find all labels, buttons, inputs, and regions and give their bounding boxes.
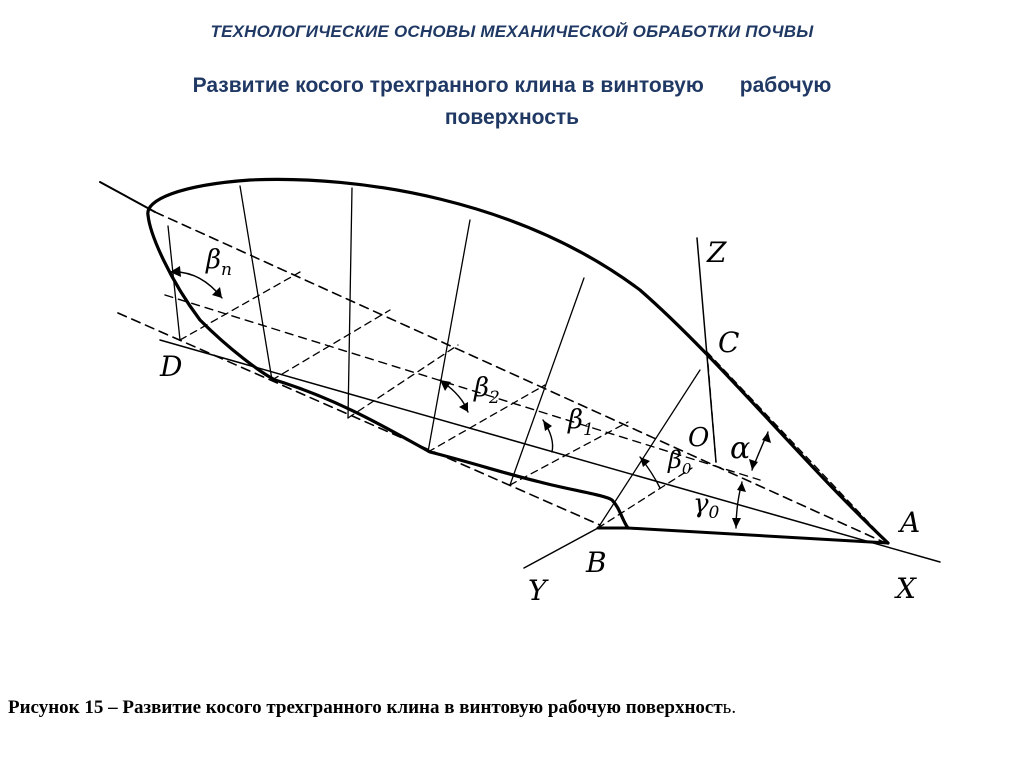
arrowhead xyxy=(640,457,650,467)
subtitle-part-2: рабочую xyxy=(739,74,832,97)
generator-line xyxy=(348,188,352,418)
upper-edge-line xyxy=(100,182,155,212)
label-beta-2 xyxy=(473,373,500,408)
subtitle-part-1: Развитие косого трехгранного клина в винтовую xyxy=(192,74,704,97)
label-x: X xyxy=(896,572,916,605)
label-o: O xyxy=(688,423,710,453)
generator-line xyxy=(240,186,272,380)
arrowhead xyxy=(732,518,741,528)
label-b: B xyxy=(586,546,607,579)
cross-dashed xyxy=(180,272,300,340)
upper-dashed-edge xyxy=(155,212,890,545)
arrowhead xyxy=(543,420,552,431)
label-beta-1 xyxy=(567,405,594,440)
label-c: C xyxy=(718,326,740,359)
label-y: Y xyxy=(528,574,547,607)
arrowhead xyxy=(737,482,746,492)
beta-1-symbol: β xyxy=(568,405,584,435)
cross-dashed xyxy=(598,468,692,528)
beta-n-subscript: n xyxy=(221,260,232,280)
arrowhead xyxy=(440,380,451,391)
generator-line xyxy=(510,278,584,485)
generator-line xyxy=(598,370,700,528)
lower-dashed-edge xyxy=(118,313,600,525)
gamma-subscript: 0 xyxy=(708,503,720,523)
beta-0-symbol: β xyxy=(668,446,682,474)
caption-tail: ь. xyxy=(722,697,737,718)
label-a: A xyxy=(900,506,921,539)
arrowhead xyxy=(749,459,758,470)
generator-line xyxy=(428,220,470,452)
label-alpha: α xyxy=(730,431,751,466)
caption-main: Рисунок 15 – Развитие косого трехгранного клина в винтовую рабочую поверхност xyxy=(8,697,723,718)
generator-line xyxy=(168,226,180,340)
gamma-symbol: γ xyxy=(693,489,709,519)
cross-dashed xyxy=(272,310,390,380)
label-d: D xyxy=(160,350,183,383)
beta-1-subscript: 1 xyxy=(583,420,594,440)
slide-title: ТЕХНОЛОГИЧЕСКИЕ ОСНОВЫ МЕХАНИЧЕСКОЙ ОБРАБОТКИ ПОЧВЫ xyxy=(210,22,814,41)
beta-2-subscript: 2 xyxy=(489,388,500,408)
beta-n-symbol: β xyxy=(206,245,222,275)
subtitle-part-3: поверхность xyxy=(444,106,580,129)
label-gamma-0 xyxy=(693,489,720,523)
label-z: Z xyxy=(707,236,727,269)
beta-0-subscript: 0 xyxy=(681,460,692,478)
label-beta-n xyxy=(205,245,232,280)
figure-caption xyxy=(8,697,736,719)
beta-2-symbol: β xyxy=(474,373,490,403)
